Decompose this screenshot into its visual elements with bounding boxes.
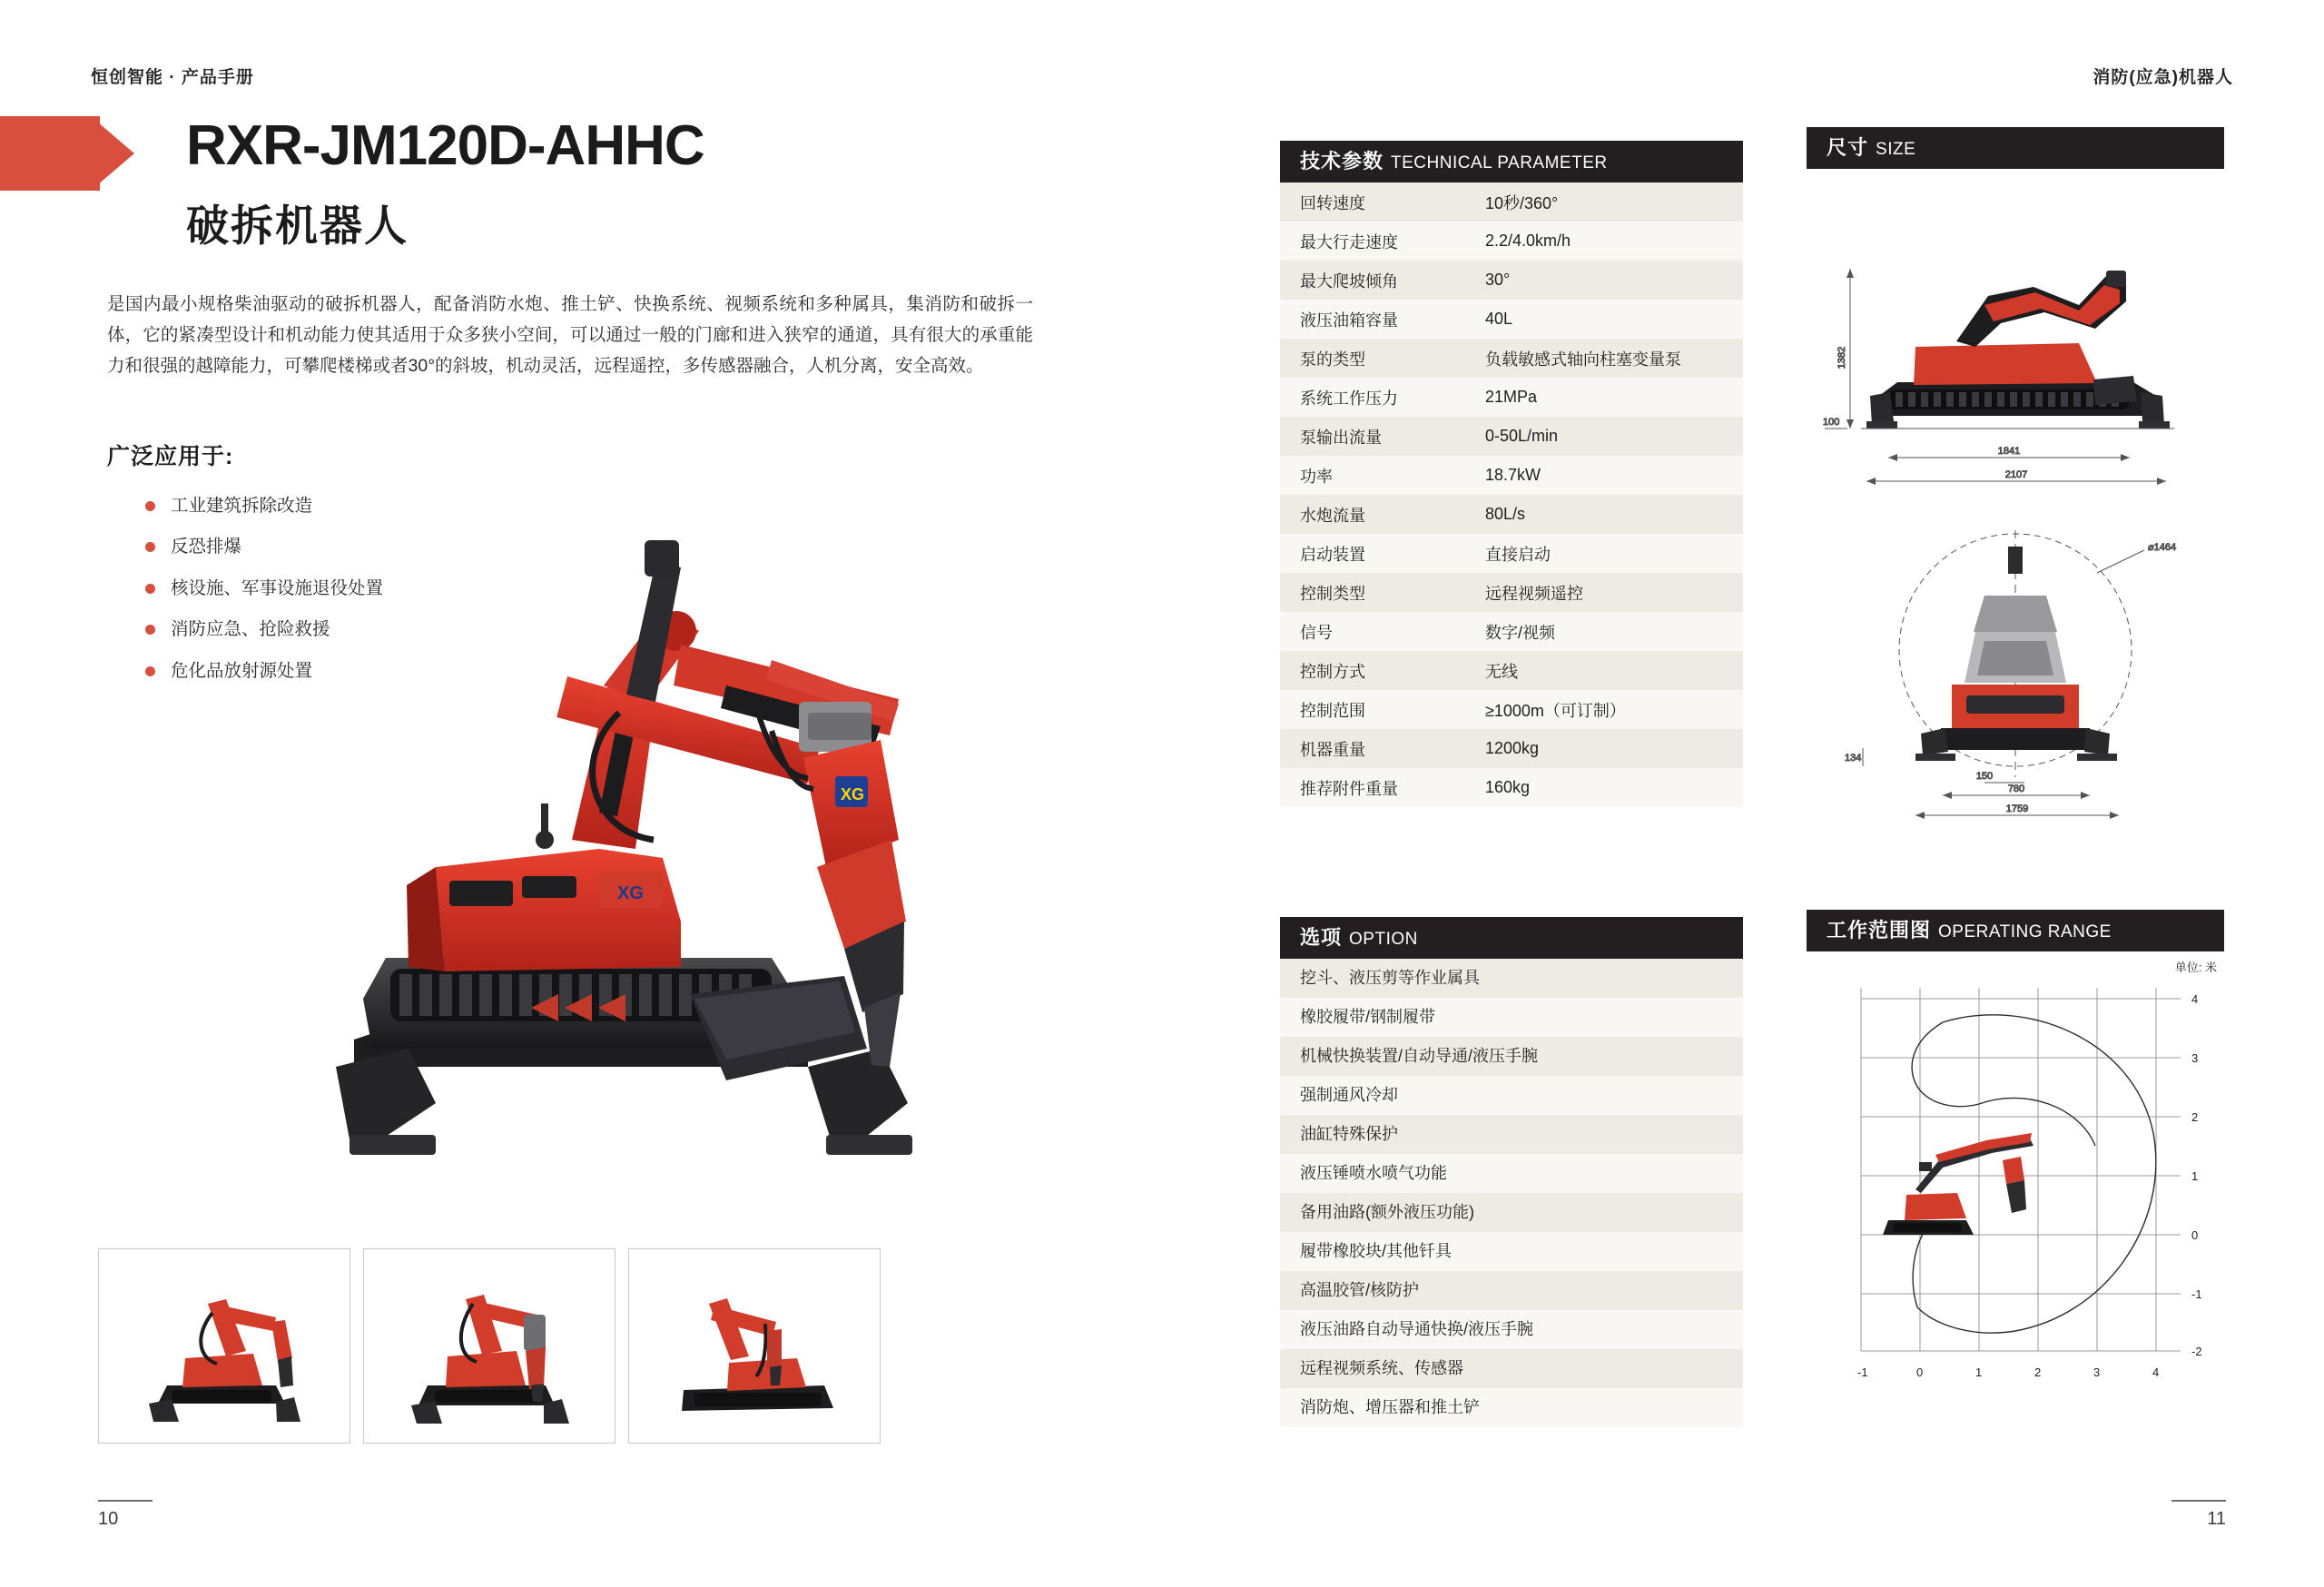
- thumbnail-strip: [98, 1248, 883, 1444]
- range-unit-label: 单位: 米: [2174, 961, 2217, 974]
- x-tick: -1: [1857, 1365, 1868, 1379]
- robot-thumb-3[interactable]: [628, 1248, 881, 1444]
- page-rule-left: [98, 1500, 153, 1502]
- table-row: [1280, 768, 1743, 807]
- dim-overall-length: 2107: [2004, 469, 2028, 480]
- product-intro-paragraph: 是国内最小规格柴油驱动的破拆机器人，配备消防水炮、推土铲、快换系统、视频系统和多种属具，集消防和破拆一体，它的紧凑型设计和机动能力使其适用于众多狭小空间，可以通过一般的门廊和进入狭窄的通道，具有很大的承重能力和很强的越障能力，可攀爬楼梯或者30°的斜坡，机动灵活，远程遥控，多传感器融合，人机分离，安全高效。: [107, 294, 1033, 377]
- spec-key: 水炮流量: [1300, 506, 1365, 525]
- spec-value: 直接启动: [1485, 545, 1551, 564]
- list-item: 高温胶管/核防护: [1280, 1271, 1743, 1310]
- dim-height: 1382: [1837, 346, 1847, 370]
- table-row: [1280, 651, 1743, 690]
- operating-range-header: [1807, 910, 2224, 951]
- spec-key: 回转速度: [1300, 193, 1365, 212]
- table-row: [1280, 495, 1743, 534]
- list-item: 消防炮、增压器和推土铲: [1280, 1388, 1743, 1427]
- spec-key: 液压油箱容量: [1300, 310, 1398, 330]
- x-tick: 4: [2152, 1365, 2160, 1379]
- y-tick: -2: [2191, 1345, 2202, 1358]
- page-rule-right: [2171, 1500, 2226, 1502]
- list-item: 橡胶履带/钢制履带: [1280, 998, 1743, 1037]
- spec-key: 泵的类型: [1300, 350, 1365, 369]
- table-row: [1280, 534, 1743, 573]
- robot-thumb-1[interactable]: [98, 1248, 350, 1444]
- spec-key: 启动装置: [1300, 545, 1365, 564]
- spec-value: 10秒/360°: [1485, 193, 1559, 212]
- spec-key: 控制范围: [1300, 701, 1365, 720]
- header-right-text: 消防(应急)机器人: [2093, 68, 2233, 87]
- list-item: 危化品放射源处置: [143, 661, 579, 682]
- table-row: [1280, 456, 1743, 495]
- table-row: [1280, 573, 1743, 612]
- accent-arrow-graphic: [0, 116, 168, 191]
- spec-value: 21MPa: [1485, 388, 1538, 406]
- technical-parameter-panel: [1280, 141, 1743, 807]
- x-tick: 2: [2034, 1365, 2042, 1379]
- list-item: 核设施、军事设施退役处置: [143, 578, 579, 599]
- spec-value: 数字/视频: [1485, 623, 1556, 642]
- table-row: [1280, 182, 1743, 222]
- option-panel: [1280, 917, 1743, 1427]
- table-row: [1280, 612, 1743, 651]
- product-hero-image: [300, 413, 935, 1167]
- y-tick: 1: [2191, 1169, 2199, 1183]
- spec-value: 负载敏感式轴向柱塞变量泵: [1485, 350, 1681, 369]
- spec-value: 1200kg: [1485, 739, 1540, 757]
- table-row: [1280, 261, 1743, 300]
- spec-key: 最大行走速度: [1300, 232, 1398, 251]
- list-item: 液压油路自动导通快换/液压手腕: [1280, 1310, 1743, 1349]
- x-tick: 0: [1916, 1365, 1924, 1379]
- panel-title-en: OPERATING RANGE: [1938, 922, 2112, 941]
- panel-title-en: OPTION: [1349, 930, 1418, 949]
- table-row: [1280, 300, 1743, 339]
- list-item: 反恐排爆: [143, 537, 579, 557]
- header-left-text: 恒创智能 · 产品手册: [91, 68, 254, 87]
- spec-value: 40L: [1485, 310, 1513, 328]
- spec-key: 泵输出流量: [1300, 428, 1382, 447]
- spec-key: 信号: [1300, 623, 1333, 642]
- list-item: 消防应急、抢险救援: [143, 619, 579, 640]
- dim-base-height: 134: [1845, 753, 1862, 764]
- svg-text:XG: XG: [617, 883, 644, 903]
- technical-parameter-header: [1280, 141, 1743, 182]
- spec-value: 18.7kW: [1485, 466, 1541, 484]
- operating-range-panel: [1807, 910, 2224, 1414]
- page-number-right: 11: [2207, 1509, 2226, 1529]
- panel-title-cn: 技术参数: [1300, 150, 1384, 172]
- panel-title-en: SIZE: [1876, 140, 1916, 159]
- spec-value: ≥1000m（可订制）: [1485, 701, 1626, 720]
- table-row: [1280, 378, 1743, 417]
- size-panel: [1807, 127, 2224, 832]
- spec-value: 80L/s: [1485, 505, 1526, 523]
- panel-title-cn: 选项: [1300, 926, 1343, 949]
- spec-key: 最大爬坡倾角: [1300, 271, 1398, 291]
- y-tick: -1: [2191, 1287, 2202, 1301]
- spec-value: 无线: [1485, 662, 1518, 681]
- panel-title-cn: 工作范围图: [1827, 919, 1932, 941]
- list-item: 工业建筑拆除改造: [143, 496, 579, 517]
- list-item: 备用油路(额外液压功能): [1280, 1193, 1743, 1232]
- x-tick: 1: [1975, 1365, 1983, 1379]
- y-tick: 3: [2191, 1051, 2199, 1065]
- operating-range-diagram: [1807, 951, 2224, 1414]
- table-row: [1280, 729, 1743, 768]
- svg-text:XG: XG: [841, 785, 865, 803]
- spec-key: 控制类型: [1300, 584, 1365, 603]
- product-model-title: RXR-JM120D-AHHC: [186, 114, 704, 177]
- option-panel-header: [1280, 917, 1743, 959]
- spec-value: 30°: [1485, 271, 1511, 289]
- y-tick: 4: [2191, 992, 2199, 1006]
- spec-value: 160kg: [1485, 778, 1531, 796]
- y-tick: 2: [2191, 1110, 2199, 1124]
- table-row: [1280, 690, 1743, 729]
- x-tick: 3: [2093, 1365, 2101, 1379]
- dim-track-length: 1841: [1997, 446, 2021, 457]
- robot-thumb-2[interactable]: [363, 1248, 615, 1444]
- spec-value: 0-50L/min: [1485, 427, 1559, 445]
- dim-clearance: 100: [1823, 417, 1840, 428]
- spec-key: 功率: [1300, 467, 1333, 486]
- applications-heading: 广泛应用于:: [107, 444, 234, 469]
- list-item: 油缸特殊保护: [1280, 1115, 1743, 1154]
- list-item: 挖斗、液压剪等作业属具: [1280, 959, 1743, 998]
- dim-overall-width: 1759: [2005, 803, 2029, 814]
- size-front-view: [1807, 523, 2224, 832]
- page-number-left: 10: [98, 1509, 119, 1529]
- spec-value: 2.2/4.0km/h: [1485, 232, 1571, 250]
- list-item: 液压锤喷水喷气功能: [1280, 1154, 1743, 1193]
- spec-key: 推荐附件重量: [1300, 779, 1398, 798]
- list-item: 机械快换装置/自动导通/液压手腕: [1280, 1037, 1743, 1076]
- list-item: 强制通风冷却: [1280, 1076, 1743, 1115]
- spec-key: 控制方式: [1300, 662, 1365, 681]
- list-item: 履带橡胶块/其他钎具: [1280, 1232, 1743, 1271]
- size-panel-header: [1807, 127, 2224, 169]
- spec-key: 机器重量: [1300, 740, 1365, 759]
- spec-key: 系统工作压力: [1300, 389, 1398, 408]
- table-row: [1280, 339, 1743, 378]
- panel-title-cn: 尺寸: [1827, 136, 1869, 159]
- demolition-robot-illustration: [300, 413, 935, 1167]
- y-tick: 0: [2191, 1228, 2199, 1242]
- product-name-title: 破拆机器人: [186, 202, 409, 250]
- dim-inner-width: 150: [1975, 771, 1994, 782]
- panel-title-en: TECHNICAL PARAMETER: [1391, 153, 1608, 172]
- table-row: [1280, 417, 1743, 456]
- dim-turn-diameter: ⌀1464: [2148, 542, 2177, 553]
- table-row: [1280, 222, 1743, 261]
- list-item: 远程视频系统、传感器: [1280, 1349, 1743, 1388]
- size-side-view: [1807, 169, 2224, 523]
- spec-value: 远程视频遥控: [1485, 584, 1583, 603]
- dim-track-width: 780: [2007, 784, 2025, 794]
